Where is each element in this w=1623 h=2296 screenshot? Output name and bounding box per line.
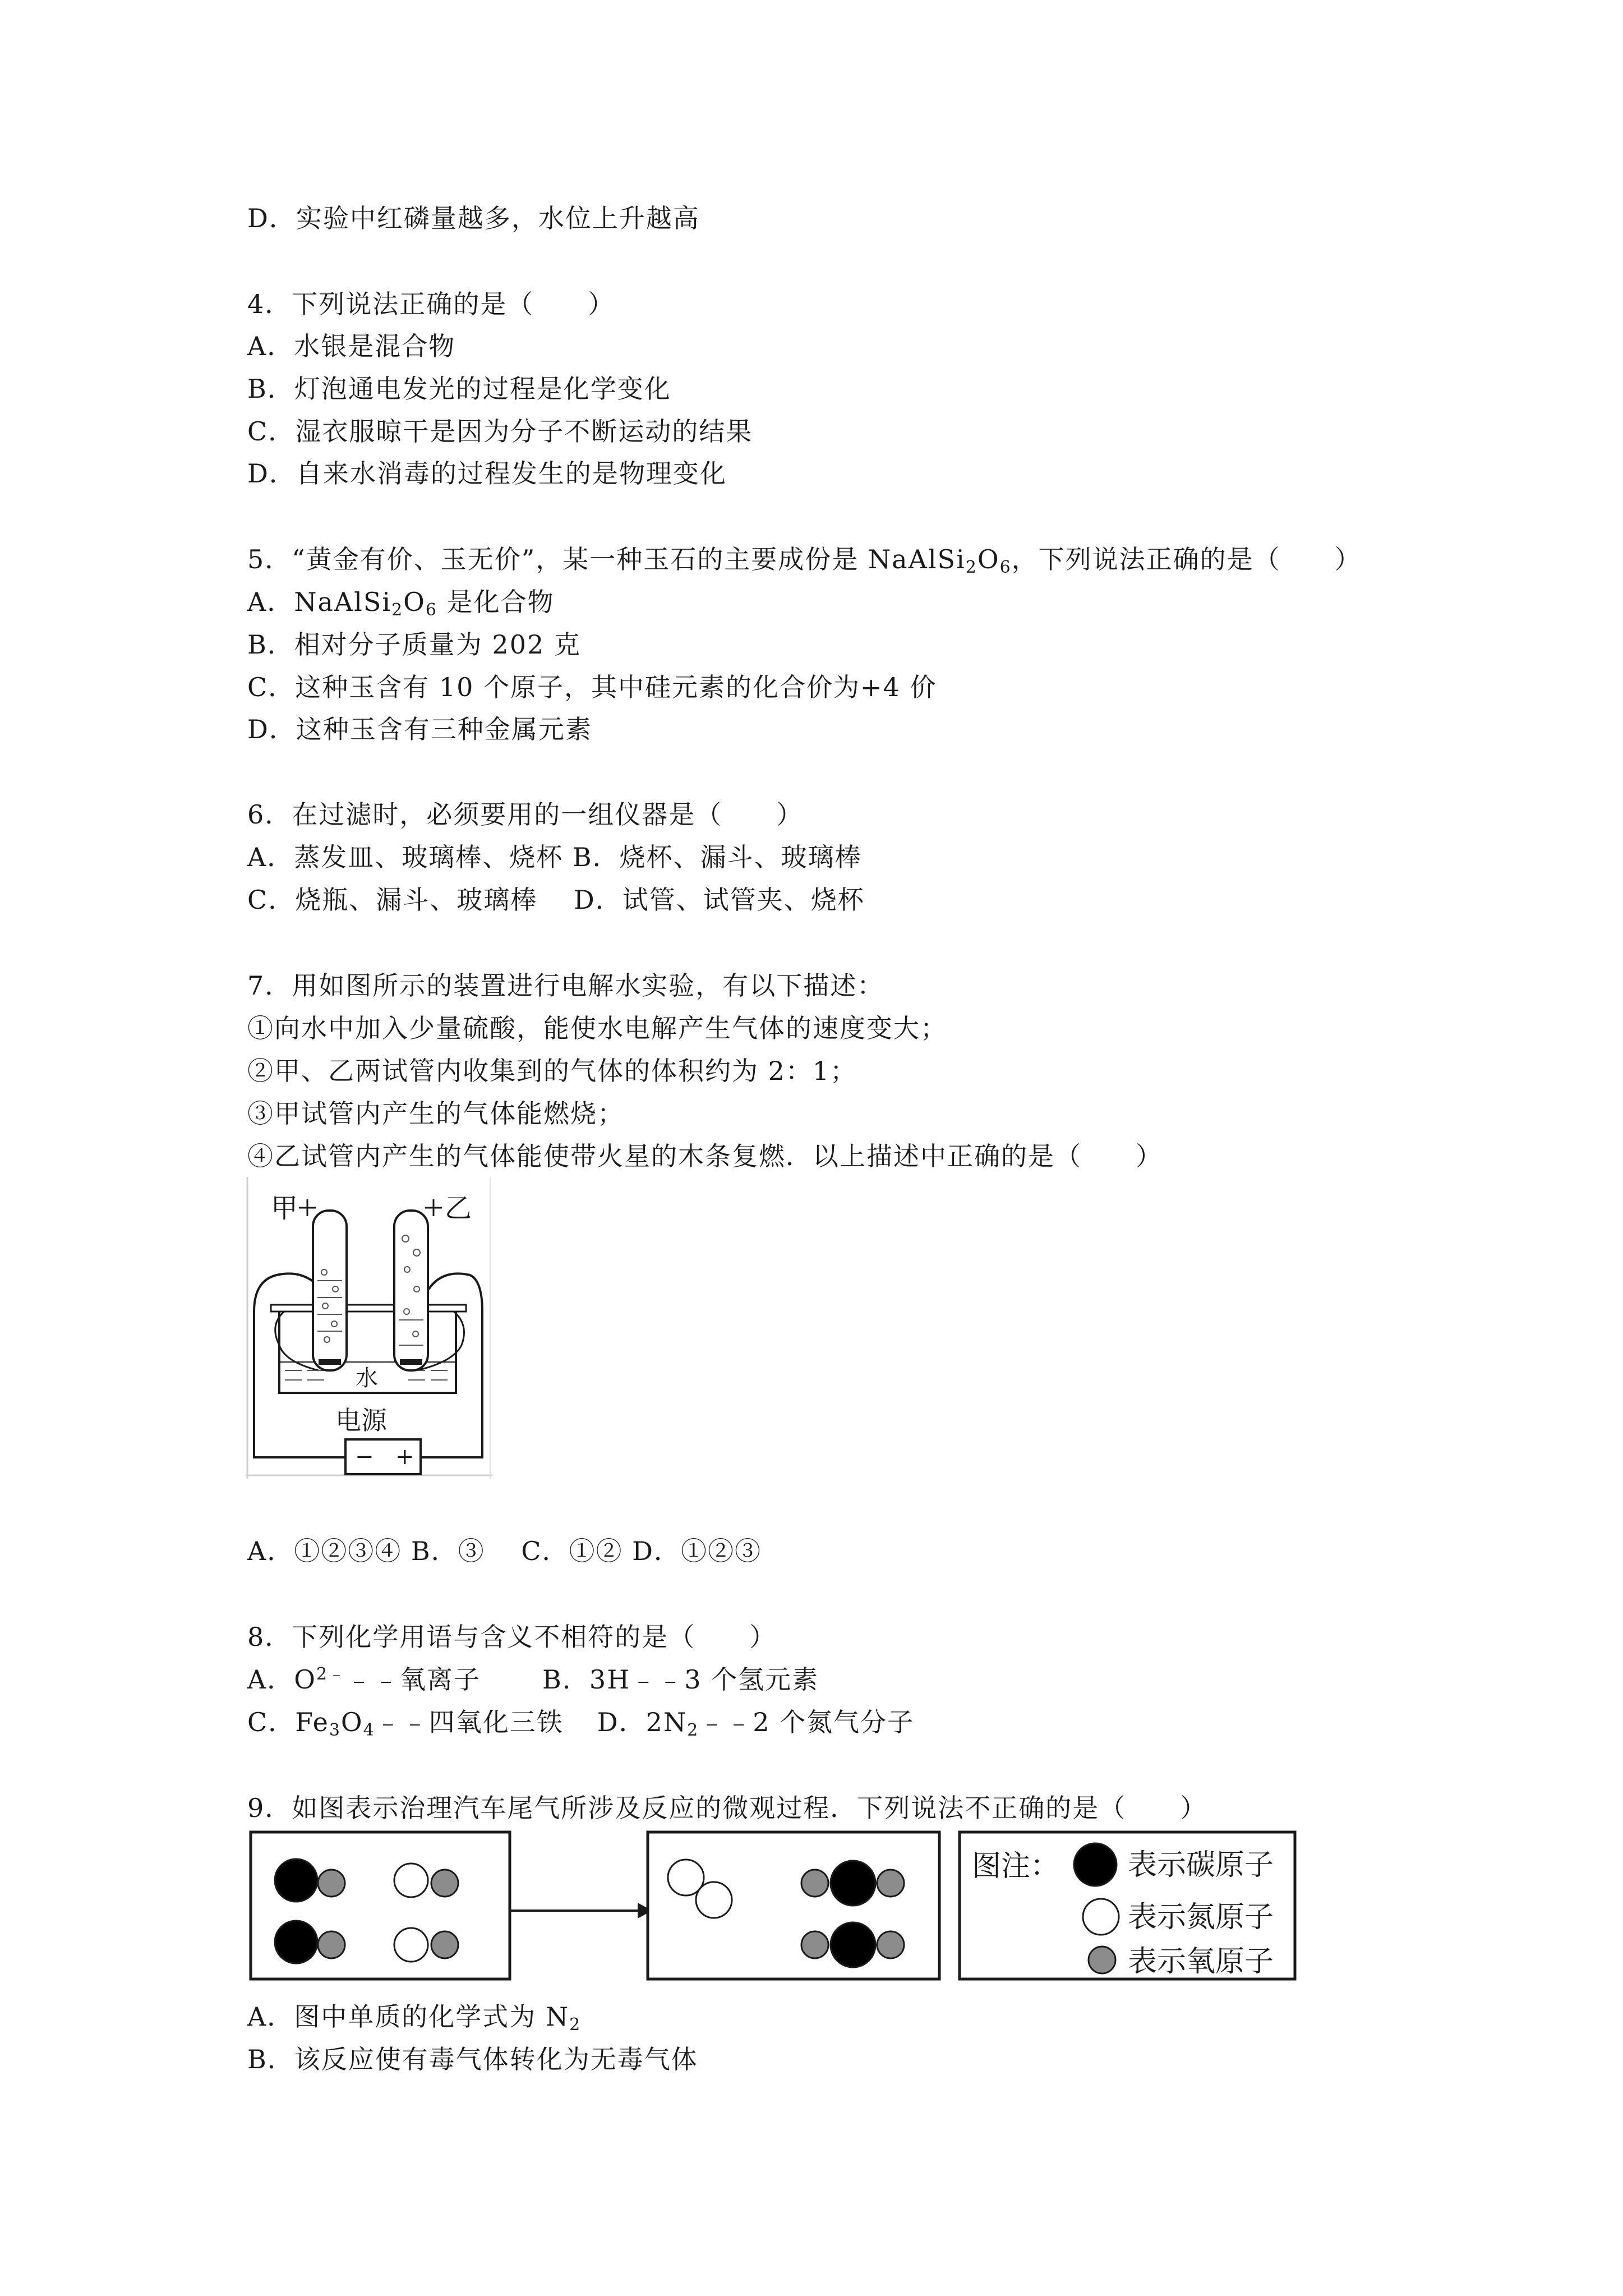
q3-option-d: D．实验中红磷量越多，水位上升越高 <box>247 203 700 233</box>
label-jia: 甲 <box>271 1193 298 1224</box>
test-tube-jia <box>313 1211 347 1370</box>
test-tube-yi <box>394 1211 428 1370</box>
q6-options-row-2: C．烧瓶、漏斗、玻璃棒 D．试管、试管夹、烧杯 <box>247 885 865 915</box>
q4-option-a: A．水银是混合物 <box>247 331 456 361</box>
legend-title: 图注： <box>972 1849 1060 1883</box>
electrode-right <box>400 1359 422 1365</box>
q4-option-c: C．湿衣服晾干是因为分子不断运动的结果 <box>247 416 753 447</box>
q5-stem: 5．“黄金有价、玉无价”，某一种玉石的主要成份是 $NaAlSi_2O_6$，下列说法正确的是（ ） <box>247 544 1362 577</box>
label-water: 水 <box>356 1365 378 1391</box>
oxygen-atom <box>318 1931 345 1958</box>
oxygen-atom <box>431 1931 458 1958</box>
q9-option-a: A．图中单质的化学式为 $N_2$ <box>247 2001 582 2035</box>
electrolysis-diagram <box>246 1177 492 1479</box>
power-minus: − <box>355 1444 374 1470</box>
q7-statement-1: ①向水中加入少量硫酸，能使水电解产生气体的速度变大； <box>247 1013 947 1043</box>
q6-stem: 6．在过滤时，必须要用的一组仪器是（ ） <box>247 799 804 830</box>
oxygen-atom <box>877 1931 904 1958</box>
carbon-atom <box>275 1921 317 1963</box>
oxygen-atom <box>431 1870 458 1897</box>
legend-nitrogen-icon <box>1083 1899 1119 1935</box>
q8-stem: 8．下列化学用语与含义不相符的是（ ） <box>247 1622 777 1652</box>
legend-oxygen-label: 表示氧原子 <box>1128 1945 1274 1978</box>
q4-option-d: D．自来水消毒的过程发生的是物理变化 <box>247 458 727 489</box>
label-power: 电源 <box>335 1405 387 1435</box>
q7-answers: A．①②③④ B．③ C．①② D．①②③ <box>247 1536 762 1566</box>
electrolysis-figure <box>246 1177 492 1479</box>
q5-option-d: D．这种玉含有三种金属元素 <box>247 714 592 744</box>
q4-stem: 4．下列说法正确的是（ ） <box>247 289 615 319</box>
oxygen-atom <box>318 1870 345 1897</box>
electrode-left <box>319 1359 341 1365</box>
legend-carbon-icon <box>1074 1843 1117 1886</box>
q9-stem: 9．如图表示治理汽车尾气所涉及反应的微观过程．下列说法不正确的是（ ） <box>247 1793 1207 1823</box>
q8-options-row-2: C．$Fe_3O_4﹣﹣$四氧化三铁 D．$2N_2﹣﹣2$ 个氮气分子 <box>247 1707 915 1740</box>
carbon-atom <box>831 1861 875 1906</box>
nitrogen-atom <box>696 1882 732 1918</box>
oxygen-atom <box>801 1870 828 1897</box>
q7-statement-3: ③甲试管内产生的气体能燃烧； <box>247 1098 624 1129</box>
label-yi: 乙 <box>445 1193 472 1224</box>
q7-stem: 7．用如图所示的装置进行电解水实验，有以下描述： <box>247 970 884 1001</box>
legend-nitrogen-label: 表示氮原子 <box>1128 1901 1274 1934</box>
legend-oxygen-icon <box>1089 1947 1115 1973</box>
oxygen-atom <box>801 1931 828 1958</box>
q5-option-a: A．$NaAlSi_2O_6$ 是化合物 <box>247 587 555 620</box>
q7-statement-4: ④乙试管内产生的气体能使带火星的木条复燃．以上描述中正确的是（ ） <box>247 1141 1163 1171</box>
q6-options-row-1: A．蒸发皿、玻璃棒、烧杯 B．烧杯、漏斗、玻璃棒 <box>247 842 862 872</box>
reaction-figure <box>248 1830 1303 1985</box>
power-plus: + <box>395 1444 414 1470</box>
tube-shelf <box>271 1305 466 1312</box>
q7-statement-2: ②甲、乙两试管内收集到的气体的体积约为 2：1； <box>247 1056 857 1086</box>
nitrogen-atom <box>394 1864 428 1897</box>
legend-carbon-label: 表示碳原子 <box>1128 1848 1274 1882</box>
oxygen-atom <box>877 1870 904 1897</box>
q4-option-b: B．灯泡通电发光的过程是化学变化 <box>247 374 671 404</box>
reaction-diagram <box>248 1830 1303 1985</box>
nitrogen-atom <box>394 1928 428 1962</box>
q9-option-b: B．该反应使有毒气体转化为无毒气体 <box>247 2044 698 2074</box>
carbon-atom <box>831 1922 875 1967</box>
carbon-atom <box>275 1859 317 1902</box>
q5-option-b: B．相对分子质量为 202 克 <box>247 629 581 660</box>
q5-option-c: C．这种玉含有 10 个原子，其中硅元素的化合价为+4 价 <box>247 672 937 702</box>
q8-options-row-1: A．$O^{2﹣}﹣﹣$氧离子 B．3H﹣﹣3 个氢元素 <box>247 1664 819 1695</box>
